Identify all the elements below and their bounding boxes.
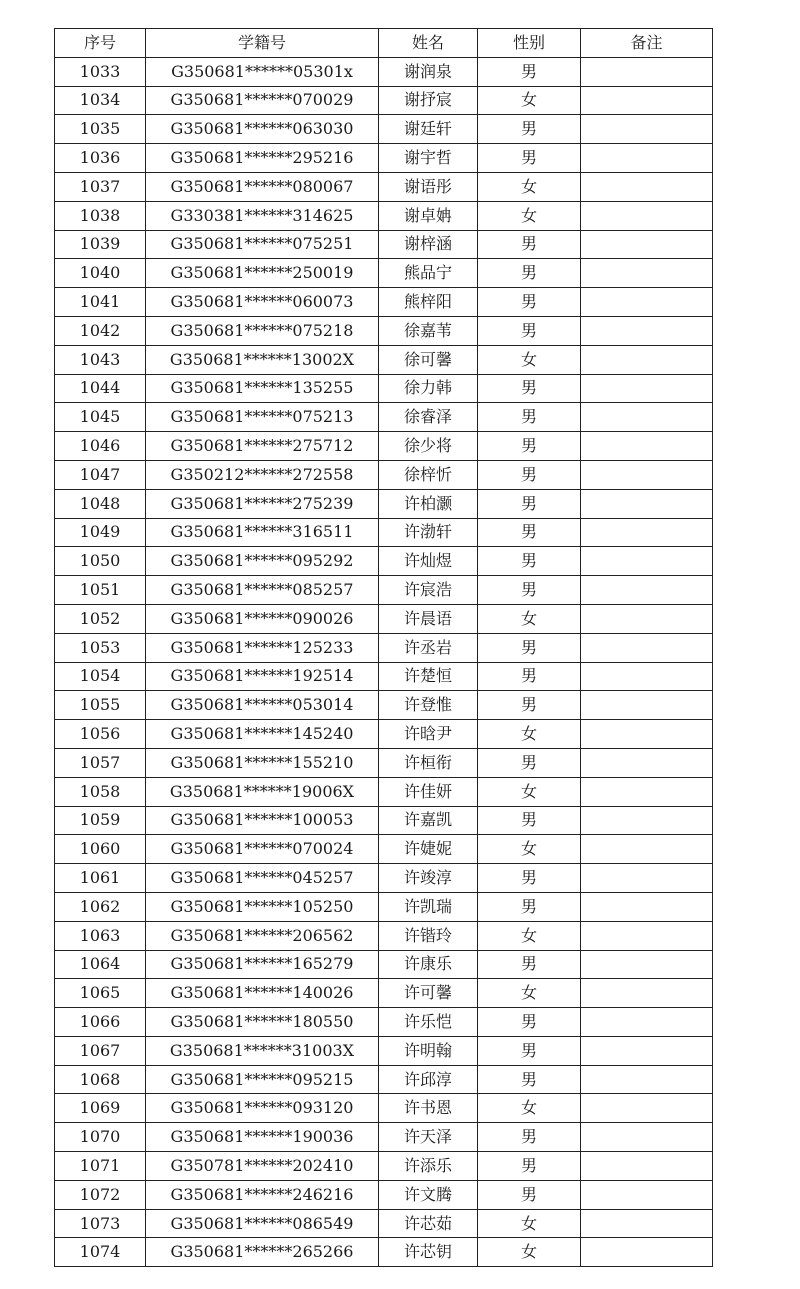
cell-seq: 1054 [55, 662, 146, 691]
table-row [55, 489, 713, 518]
cell-student-id: G350681******085257 [146, 576, 379, 605]
cell-gender: 男 [478, 1065, 581, 1094]
cell-student-id: G350681******053014 [146, 691, 379, 720]
cell-seq: 1073 [55, 1209, 146, 1238]
cell-student-id: G350681******140026 [146, 979, 379, 1008]
cell-remarks [581, 316, 713, 345]
cell-gender: 女 [478, 1094, 581, 1123]
cell-seq: 1043 [55, 345, 146, 374]
cell-remarks [581, 950, 713, 979]
table-row [55, 432, 713, 461]
cell-seq: 1066 [55, 1008, 146, 1037]
cell-name: 许邱淳 [379, 1065, 478, 1094]
cell-seq: 1068 [55, 1065, 146, 1094]
cell-remarks [581, 892, 713, 921]
cell-name: 谢语彤 [379, 172, 478, 201]
cell-student-id: G350681******275712 [146, 432, 379, 461]
cell-student-id: G350681******080067 [146, 172, 379, 201]
cell-remarks [581, 460, 713, 489]
cell-seq: 1035 [55, 115, 146, 144]
cell-name: 许乐恺 [379, 1008, 478, 1037]
cell-seq: 1074 [55, 1238, 146, 1267]
table-row [55, 777, 713, 806]
table-row [55, 1008, 713, 1037]
cell-gender: 男 [478, 230, 581, 259]
cell-student-id: G350681******063030 [146, 115, 379, 144]
table-row [55, 115, 713, 144]
cell-gender: 男 [478, 1152, 581, 1181]
table-row [55, 259, 713, 288]
cell-name: 徐嘉苇 [379, 316, 478, 345]
cell-student-id: G350681******19006X [146, 777, 379, 806]
cell-name: 许丞岩 [379, 633, 478, 662]
cell-student-id: G350681******192514 [146, 662, 379, 691]
cell-gender: 男 [478, 576, 581, 605]
cell-name: 徐力韩 [379, 374, 478, 403]
cell-remarks [581, 1123, 713, 1152]
cell-seq: 1071 [55, 1152, 146, 1181]
cell-seq: 1065 [55, 979, 146, 1008]
cell-student-id: G350681******265266 [146, 1238, 379, 1267]
cell-student-id: G350681******145240 [146, 720, 379, 749]
cell-gender: 女 [478, 720, 581, 749]
cell-name: 谢卓姌 [379, 201, 478, 230]
cell-student-id: G350681******246216 [146, 1180, 379, 1209]
cell-remarks [581, 1209, 713, 1238]
cell-remarks [581, 547, 713, 576]
table-row [55, 662, 713, 691]
table-row [55, 864, 713, 893]
cell-name: 许宸浩 [379, 576, 478, 605]
header-name: 姓名 [379, 29, 478, 58]
cell-seq: 1056 [55, 720, 146, 749]
cell-remarks [581, 777, 713, 806]
cell-student-id: G350681******206562 [146, 921, 379, 950]
cell-remarks [581, 979, 713, 1008]
cell-name: 谢润泉 [379, 57, 478, 86]
cell-seq: 1059 [55, 806, 146, 835]
table-row [55, 201, 713, 230]
table-row [55, 403, 713, 432]
cell-remarks [581, 604, 713, 633]
cell-name: 许晨语 [379, 604, 478, 633]
table-row [55, 921, 713, 950]
cell-gender: 男 [478, 1008, 581, 1037]
cell-gender: 女 [478, 835, 581, 864]
cell-name: 谢廷轩 [379, 115, 478, 144]
cell-student-id: G350681******093120 [146, 1094, 379, 1123]
cell-remarks [581, 720, 713, 749]
cell-name: 许灿煜 [379, 547, 478, 576]
cell-name: 许康乐 [379, 950, 478, 979]
cell-name: 许芯茹 [379, 1209, 478, 1238]
cell-gender: 男 [478, 115, 581, 144]
cell-remarks [581, 921, 713, 950]
cell-gender: 男 [478, 892, 581, 921]
cell-student-id: G350681******165279 [146, 950, 379, 979]
cell-gender: 女 [478, 777, 581, 806]
cell-gender: 女 [478, 604, 581, 633]
cell-remarks [581, 259, 713, 288]
cell-student-id: G350681******086549 [146, 1209, 379, 1238]
cell-student-id: G350681******090026 [146, 604, 379, 633]
cell-remarks [581, 748, 713, 777]
cell-remarks [581, 1094, 713, 1123]
cell-remarks [581, 835, 713, 864]
cell-gender: 男 [478, 403, 581, 432]
cell-remarks [581, 662, 713, 691]
cell-name: 许渤轩 [379, 518, 478, 547]
cell-remarks [581, 1152, 713, 1181]
cell-seq: 1062 [55, 892, 146, 921]
cell-seq: 1072 [55, 1180, 146, 1209]
cell-student-id: G350681******075213 [146, 403, 379, 432]
cell-student-id: G350681******295216 [146, 144, 379, 173]
cell-gender: 女 [478, 921, 581, 950]
cell-name: 徐睿泽 [379, 403, 478, 432]
table-row [55, 748, 713, 777]
cell-name: 许明翰 [379, 1036, 478, 1065]
cell-gender: 女 [478, 201, 581, 230]
cell-name: 许登惟 [379, 691, 478, 720]
cell-name: 谢抒宸 [379, 86, 478, 115]
cell-name: 谢宇哲 [379, 144, 478, 173]
table-row [55, 1094, 713, 1123]
cell-gender: 男 [478, 489, 581, 518]
cell-gender: 女 [478, 1209, 581, 1238]
table-header-row [55, 29, 713, 58]
cell-seq: 1033 [55, 57, 146, 86]
table-row [55, 1036, 713, 1065]
cell-seq: 1070 [55, 1123, 146, 1152]
table-row [55, 374, 713, 403]
cell-gender: 男 [478, 432, 581, 461]
cell-remarks [581, 403, 713, 432]
cell-student-id: G350212******272558 [146, 460, 379, 489]
cell-student-id: G350681******070029 [146, 86, 379, 115]
cell-name: 许竣淳 [379, 864, 478, 893]
table-row [55, 230, 713, 259]
table-row [55, 633, 713, 662]
table-row [55, 892, 713, 921]
table-row [55, 1238, 713, 1267]
header-remarks: 备注 [581, 29, 713, 58]
cell-name: 许可馨 [379, 979, 478, 1008]
cell-student-id: G350681******075251 [146, 230, 379, 259]
cell-gender: 男 [478, 806, 581, 835]
cell-remarks [581, 115, 713, 144]
header-seq: 序号 [55, 29, 146, 58]
cell-gender: 男 [478, 547, 581, 576]
cell-student-id: G350681******045257 [146, 864, 379, 893]
cell-gender: 男 [478, 144, 581, 173]
cell-seq: 1041 [55, 288, 146, 317]
cell-gender: 女 [478, 345, 581, 374]
table-row [55, 604, 713, 633]
cell-student-id: G350681******075218 [146, 316, 379, 345]
cell-seq: 1046 [55, 432, 146, 461]
table-row [55, 345, 713, 374]
table-row [55, 547, 713, 576]
cell-seq: 1060 [55, 835, 146, 864]
cell-seq: 1067 [55, 1036, 146, 1065]
cell-name: 许添乐 [379, 1152, 478, 1181]
cell-remarks [581, 1238, 713, 1267]
cell-student-id: G350681******070024 [146, 835, 379, 864]
cell-seq: 1044 [55, 374, 146, 403]
cell-name: 徐可馨 [379, 345, 478, 374]
cell-name: 许芯钥 [379, 1238, 478, 1267]
cell-seq: 1048 [55, 489, 146, 518]
cell-remarks [581, 374, 713, 403]
cell-remarks [581, 806, 713, 835]
cell-gender: 男 [478, 633, 581, 662]
cell-remarks [581, 1180, 713, 1209]
header-gender: 性别 [478, 29, 581, 58]
cell-gender: 男 [478, 1123, 581, 1152]
cell-name: 许嘉凯 [379, 806, 478, 835]
cell-seq: 1052 [55, 604, 146, 633]
cell-gender: 男 [478, 662, 581, 691]
table-row [55, 460, 713, 489]
cell-seq: 1042 [55, 316, 146, 345]
cell-student-id: G350681******05301x [146, 57, 379, 86]
table-row [55, 1209, 713, 1238]
cell-remarks [581, 57, 713, 86]
table-row [55, 1152, 713, 1181]
cell-seq: 1069 [55, 1094, 146, 1123]
cell-gender: 女 [478, 979, 581, 1008]
cell-seq: 1038 [55, 201, 146, 230]
cell-remarks [581, 576, 713, 605]
cell-name: 许锴玲 [379, 921, 478, 950]
table-row [55, 1065, 713, 1094]
cell-name: 许柏灏 [379, 489, 478, 518]
cell-student-id: G350681******190036 [146, 1123, 379, 1152]
table-row [55, 144, 713, 173]
cell-student-id: G350681******100053 [146, 806, 379, 835]
cell-seq: 1045 [55, 403, 146, 432]
cell-remarks [581, 489, 713, 518]
cell-seq: 1058 [55, 777, 146, 806]
cell-seq: 1037 [55, 172, 146, 201]
table-row [55, 720, 713, 749]
table-body [55, 57, 713, 1266]
cell-gender: 男 [478, 864, 581, 893]
cell-remarks [581, 1036, 713, 1065]
cell-gender: 男 [478, 316, 581, 345]
table-row [55, 172, 713, 201]
cell-remarks [581, 432, 713, 461]
cell-remarks [581, 1008, 713, 1037]
cell-seq: 1034 [55, 86, 146, 115]
table-row [55, 691, 713, 720]
cell-student-id: G350681******060073 [146, 288, 379, 317]
cell-gender: 男 [478, 691, 581, 720]
cell-student-id: G350681******31003X [146, 1036, 379, 1065]
cell-gender: 男 [478, 1036, 581, 1065]
table-row [55, 806, 713, 835]
cell-student-id: G350681******135255 [146, 374, 379, 403]
cell-seq: 1061 [55, 864, 146, 893]
cell-name: 熊品宁 [379, 259, 478, 288]
student-roster-table [54, 28, 713, 1267]
cell-name: 许晗尹 [379, 720, 478, 749]
cell-name: 熊梓阳 [379, 288, 478, 317]
cell-gender: 女 [478, 172, 581, 201]
cell-gender: 男 [478, 460, 581, 489]
cell-student-id: G350681******095292 [146, 547, 379, 576]
cell-remarks [581, 633, 713, 662]
table-row [55, 57, 713, 86]
cell-student-id: G330381******314625 [146, 201, 379, 230]
cell-name: 许凯瑞 [379, 892, 478, 921]
cell-seq: 1053 [55, 633, 146, 662]
cell-student-id: G350681******180550 [146, 1008, 379, 1037]
cell-gender: 女 [478, 86, 581, 115]
cell-gender: 男 [478, 518, 581, 547]
table-row [55, 576, 713, 605]
cell-seq: 1051 [55, 576, 146, 605]
cell-gender: 男 [478, 748, 581, 777]
cell-seq: 1064 [55, 950, 146, 979]
cell-student-id: G350681******125233 [146, 633, 379, 662]
cell-gender: 女 [478, 1238, 581, 1267]
cell-remarks [581, 345, 713, 374]
cell-remarks [581, 288, 713, 317]
table-row [55, 518, 713, 547]
table-row [55, 288, 713, 317]
table-row [55, 316, 713, 345]
cell-name: 许婕妮 [379, 835, 478, 864]
cell-gender: 男 [478, 57, 581, 86]
table-row [55, 1180, 713, 1209]
cell-name: 许桓衔 [379, 748, 478, 777]
cell-seq: 1040 [55, 259, 146, 288]
cell-gender: 男 [478, 374, 581, 403]
cell-name: 许楚恒 [379, 662, 478, 691]
cell-name: 许佳妍 [379, 777, 478, 806]
table-row [55, 86, 713, 115]
cell-gender: 男 [478, 1180, 581, 1209]
cell-remarks [581, 172, 713, 201]
cell-gender: 男 [478, 950, 581, 979]
cell-remarks [581, 864, 713, 893]
cell-name: 徐少将 [379, 432, 478, 461]
cell-remarks [581, 230, 713, 259]
cell-remarks [581, 201, 713, 230]
cell-name: 许书恩 [379, 1094, 478, 1123]
cell-seq: 1063 [55, 921, 146, 950]
cell-seq: 1049 [55, 518, 146, 547]
cell-name: 许文腾 [379, 1180, 478, 1209]
cell-seq: 1047 [55, 460, 146, 489]
table-row [55, 950, 713, 979]
cell-remarks [581, 691, 713, 720]
cell-student-id: G350681******250019 [146, 259, 379, 288]
cell-student-id: G350681******275239 [146, 489, 379, 518]
cell-remarks [581, 1065, 713, 1094]
cell-gender: 男 [478, 288, 581, 317]
cell-seq: 1050 [55, 547, 146, 576]
cell-remarks [581, 86, 713, 115]
cell-name: 徐梓忻 [379, 460, 478, 489]
table-row [55, 835, 713, 864]
cell-remarks [581, 518, 713, 547]
table-row [55, 1123, 713, 1152]
cell-student-id: G350681******105250 [146, 892, 379, 921]
cell-seq: 1057 [55, 748, 146, 777]
cell-student-id: G350681******095215 [146, 1065, 379, 1094]
cell-student-id: G350681******316511 [146, 518, 379, 547]
cell-seq: 1039 [55, 230, 146, 259]
cell-remarks [581, 144, 713, 173]
header-student-id: 学籍号 [146, 29, 379, 58]
cell-name: 许天泽 [379, 1123, 478, 1152]
cell-student-id: G350781******202410 [146, 1152, 379, 1181]
cell-name: 谢梓涵 [379, 230, 478, 259]
cell-student-id: G350681******155210 [146, 748, 379, 777]
cell-seq: 1055 [55, 691, 146, 720]
cell-gender: 男 [478, 259, 581, 288]
cell-student-id: G350681******13002X [146, 345, 379, 374]
table-row [55, 979, 713, 1008]
cell-seq: 1036 [55, 144, 146, 173]
